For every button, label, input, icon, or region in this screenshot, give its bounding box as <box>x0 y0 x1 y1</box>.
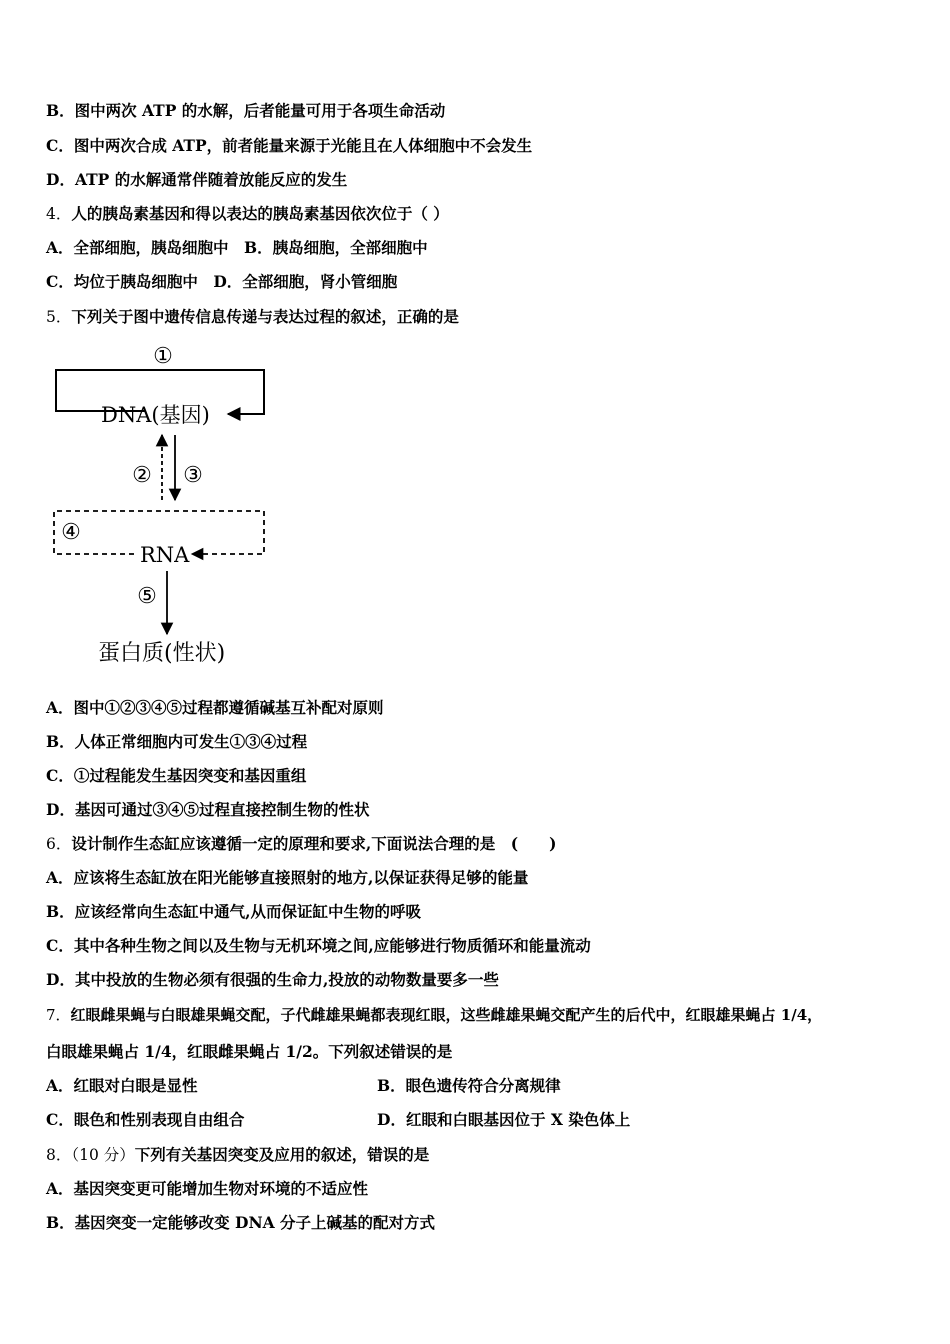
q7-option-b: B．眼色遗传符合分离规律 <box>377 1076 561 1095</box>
q8-option-a: A．基因突变更可能增加生物对环境的不适应性 <box>46 1179 369 1198</box>
q6-option-b: B．应该经常向生态缸中通气,从而保证缸中生物的呼吸 <box>46 902 421 921</box>
q8-stem-text: 下列有关基因突变及应用的叙述，错误的是 <box>134 1145 430 1164</box>
q6-stem <box>46 834 556 854</box>
label-1: ① <box>153 344 173 369</box>
q4-stem <box>46 204 449 224</box>
q4-options-row1: A．全部细胞，胰岛细胞中 B．胰岛细胞，全部细胞中 <box>46 238 428 257</box>
q8-score: （10 分） <box>71 1146 135 1164</box>
q5-stem <box>46 307 459 327</box>
q6-option-c: C．其中各种生物之间以及生物与无机环境之间,应能够进行物质循环和能量流动 <box>46 936 591 955</box>
q3-option-c: C．图中两次合成 ATP，前者能量来源于光能且在人体细胞中不会发生 <box>46 136 533 155</box>
q5-stem-text: 下列关于图中遗传信息传递与表达过程的叙述，正确的是 <box>71 307 459 326</box>
q3-option-d: D．ATP 的水解通常伴随着放能反应的发生 <box>46 170 348 189</box>
q7-stem-line1 <box>46 1005 822 1025</box>
q6-stem-text: 设计制作生态缸应该遵循一定的原理和要求,下面说法合理的是 ( ) <box>71 834 557 853</box>
q7-options-row1 <box>46 1076 198 1096</box>
q4-stem-text: 人的胰岛素基因和得以表达的胰岛素基因依次位于（ ） <box>71 204 449 223</box>
rna-label: RNA <box>140 543 190 567</box>
label-2: ② <box>132 463 152 488</box>
q5-option-d: D．基因可通过③④⑤过程直接控制生物的性状 <box>46 800 370 819</box>
q7-stem-line2: 白眼雄果蝇占 1/4，红眼雌果蝇占 1/2。下列叙述错误的是 <box>46 1042 453 1061</box>
q8-stem <box>46 1145 429 1165</box>
label-4: ④ <box>61 520 81 545</box>
q7-option-d: D．红眼和白眼基因位于 X 染色体上 <box>377 1110 631 1129</box>
q7-number: 7． <box>46 1006 71 1024</box>
q7-stem-text-1: 红眼雌果蝇与白眼雄果蝇交配，子代雌雄果蝇都表现红眼，这些雌雄果蝇交配产生的后代中，红眼雄果蝇占 1/4， <box>70 1006 823 1024</box>
gene-expression-diagram <box>46 338 276 678</box>
protein-label: 蛋白质(性状) <box>98 641 226 666</box>
q6-option-d: D．其中投放的生物必须有很强的生命力,投放的动物数量要多一些 <box>46 970 499 989</box>
q8-number: 8． <box>46 1146 72 1164</box>
dna-label: DNA(基因) <box>101 403 210 427</box>
q4-number: 4． <box>46 205 72 223</box>
label-3: ③ <box>183 463 203 488</box>
q8-option-b: B．基因突变一定能够改变 DNA 分子上碱基的配对方式 <box>46 1213 436 1232</box>
q4-options-row2: C．均位于胰岛细胞中 D．全部细胞，肾小管细胞 <box>46 272 398 291</box>
label-5: ⑤ <box>137 584 157 609</box>
q5-option-a: A．图中①②③④⑤过程都遵循碱基互补配对原则 <box>46 698 384 717</box>
q6-option-a: A．应该将生态缸放在阳光能够直接照射的地方,以保证获得足够的能量 <box>46 868 529 887</box>
q7-option-a: A．红眼对白眼是显性 <box>46 1076 198 1095</box>
q5-option-c: C．①过程能发生基因突变和基因重组 <box>46 766 307 785</box>
q3-option-b: B．图中两次 ATP 的水解，后者能量可用于各项生命活动 <box>46 101 446 120</box>
q5-option-b: B．人体正常细胞内可发生①③④过程 <box>46 732 308 751</box>
q7-option-c: C．眼色和性别表现自由组合 <box>46 1110 245 1129</box>
q6-number: 6． <box>46 835 72 853</box>
q5-number: 5． <box>46 308 72 326</box>
